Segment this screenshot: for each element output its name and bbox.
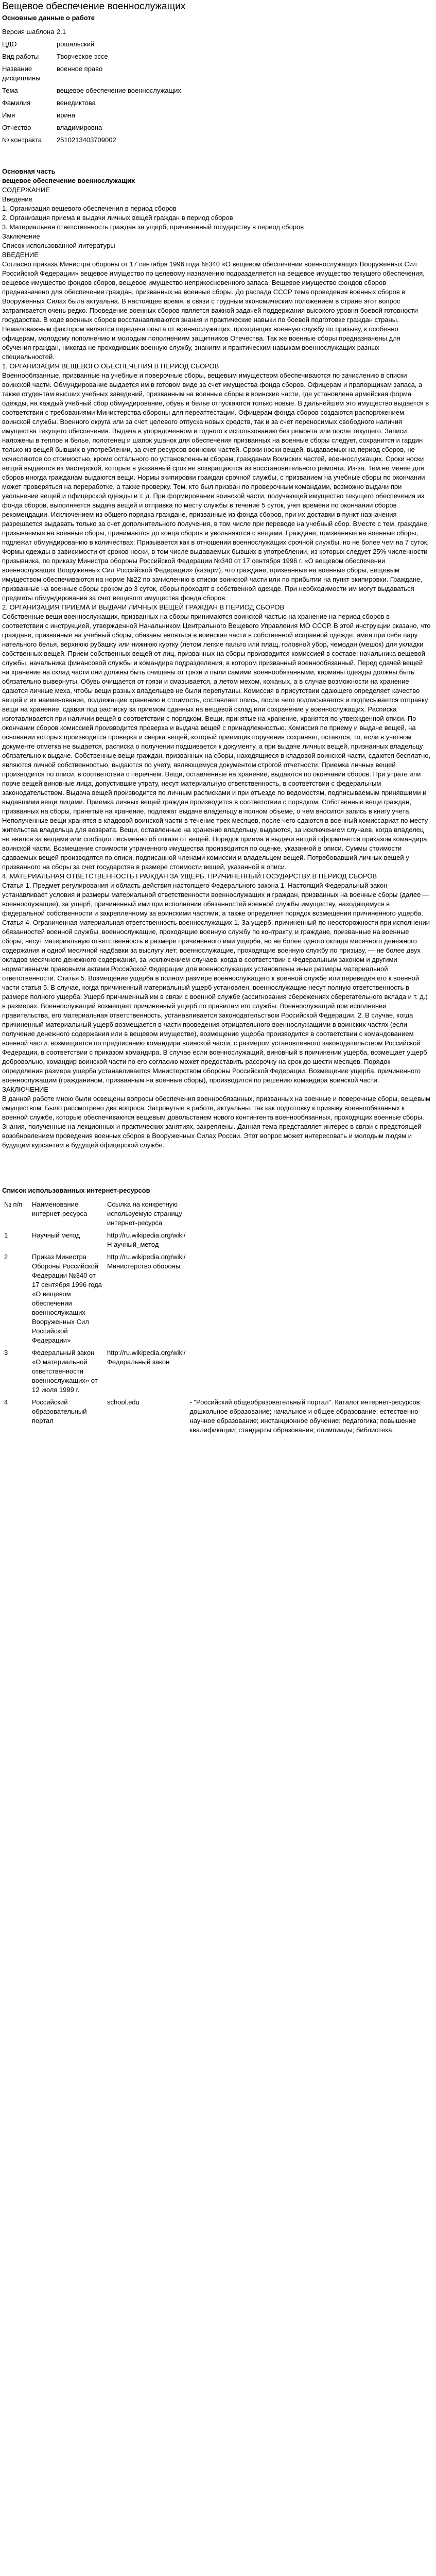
toc-item: 1. Организация вещевого обеспечения в период сборов bbox=[2, 205, 177, 212]
section-2-label: 2. ОРГАНИЗАЦИЯ ПРИЕМА И ВЫДАЧИ ЛИЧНЫХ ВЕЩЕЙ ГРАЖДАН В ПЕРИОД СБОРОВ bbox=[2, 603, 285, 611]
header-name: Наименование интернет-ресурса bbox=[32, 1200, 88, 1217]
part-subtitle: вещевое обеспечение военнослужащих bbox=[2, 177, 135, 184]
conclusion-label: ЗАКЛЮЧЕНИЕ bbox=[2, 1086, 49, 1093]
main-data-row bbox=[2, 26, 181, 38]
ref-link[interactable]: http://ru.wikipedia.org/wiki/Н аучный_метод bbox=[107, 1231, 186, 1248]
header-number: № п/п bbox=[4, 1200, 23, 1208]
intro-text: Согласно приказа Министра обороны от 17 сентября 1996 года №340 «О вещевом обеспечении военнослужащих Вооруженных Сил Российской Федерации» вещевое имущество по целевому назначению подразделяется на вещевое имущество текущего обеспечения, вещевое имущество фондов сборов, вещевое имущество неприкосновенного запаса. Вещевое имущество фондов сборов предназначено для обеспечения граждан, призванных на военные сборы. До распада СССР тема проведения военных сборов в Вооруженных Силах была актуальна. В настоящее время, в связи с трудным экономическим положением в стране этот вопрос затрагивается очень редко. Проведение военных сборов является важной задачей поддержания высокого уровня боевой готовности государства. В ходе военных сборов восстанавливаются знания и практические навыки по боевой подготовке граждан страны. Немаловажным фактором является передача опыта от военнослужащих, проходящих военную службу по призыву, к особенно офицерам, молодому пополнению и молодым пополнениям защитников Отечества. Так же военные сборы предназначены для обучения граждан, никогда не проходивших военную службу, знаниям и практическим навыкам военнослужащих разных специальностей. bbox=[2, 260, 425, 361]
main-data-key: Вид работы bbox=[2, 53, 39, 60]
main-data-table bbox=[2, 26, 181, 146]
table-of-contents bbox=[2, 195, 431, 250]
ref-name: Научный метод bbox=[32, 1231, 80, 1239]
table-row bbox=[2, 1396, 431, 1436]
ref-desc bbox=[187, 1347, 431, 1396]
page-title: Вещевое обеспечение военнослужащих bbox=[2, 1, 186, 12]
section-3-text: Статья 1. Предмет регулирования и область действия настоящего Федерального закона 1. Настоящий Федеральный закон устанавливает условия и размеры материальной ответственности военнослужащих и граждан, призванных на военные сборы (далее — военнослужащие), за ущерб, причиненный ими при исполнении обязанностей военной службы имуществу, находящемуся в федеральной собственности и закрепленному за воинскими частями, а также определяет порядок возмещения причиненного ущерба. Статья 4. Ограниченная материальная ответственность военнослужащих 1. За ущерб, причиненный по неосторожности при исполнении обязанностей военной службы, военнослужащие, проходящие военную службу по контракту, и граждане, призванные на военные сборы, несут материальную ответственность в размере причиненного ими ущерба, но не более одного оклада месячного денежного содержания и одной месячной надбавки за выслугу лет; военнослужащие, проходящие военную службу по призыву, — не более двух окладов месячного денежного содержания, за исключением случаев, когда в соответствии с Федеральным законом и другими нормативными правовыми актами Российской Федерации для военнослужащих установлены иные размеры материальной ответственности. Статья 5. Возмещение ущерба в полном размере военнослужащего к военной службе или переведён его к военной части статья 5. В случае, когда причиненный материальный ущерб установлен, военнослужащие несут полную ответственность в размере полного ущерба. Ущерб причиненный им в связи с военной службе (ассигнования сбережениях сберегательного вклада и т. д.) в размерах. Военнослужащий возмещает причиненный ущерб по правилам его службы. Военнослужащий при исполнении правительства, его материальная ответственность, устанавливается законодательством Российской Федерации. 2. В случае, когда причиненный материальный ущерб возмещается в части проведения отрицательного военнослужащими в воинских частях (если получение денежного содержания или в вещевом имуществе), возмещение ущерба производится в соответствии с командованием военной части, возмещается по предписанию командира воинской части, с размером установленного законодательством Российской Федерации, в соответствии с приказом командира. В случае если военнослужащий, виновный в причинении ущерба, возмещает ущерб добровольно, командир воинской части по его согласию может предоставить рассрочку на срок до шести месяцев. Порядок определения размера ущерба устанавливается Министерством обороны Российской Федерации. Возмещение ущерба, причиненного военнослужащим (гражданином, призванным на военные сборы), производится по решению командира воинской части. bbox=[2, 882, 430, 1084]
main-data-value: Творческое эссе bbox=[57, 53, 108, 60]
ref-name: Российский образовательный портал bbox=[32, 1398, 87, 1425]
contents-label: СОДЕРЖАНИЕ bbox=[2, 186, 50, 194]
main-data-value: военное право bbox=[57, 65, 103, 73]
main-data-key: Фамилия bbox=[2, 99, 31, 107]
main-data-key: Название дисциплины bbox=[2, 65, 41, 82]
ref-number: 4 bbox=[4, 1398, 8, 1406]
references-title: Список использованных интернет-ресурсов bbox=[2, 1187, 150, 1194]
main-data-key: Отчество bbox=[2, 124, 31, 131]
main-data-key: ЦДО bbox=[2, 40, 17, 48]
section-3-label: 4. МАТЕРИАЛЬНАЯ ОТВЕТСТВЕННОСТЬ ГРАЖДАН ЗА УЩЕРБ, ПРИЧИНЕННЫЙ ГОСУДАРСТВУ В ПЕРИОД СБОРОВ bbox=[2, 872, 377, 880]
main-data-value: вещевое обеспечение военнослужащих bbox=[57, 87, 181, 94]
main-data-value: рошальский bbox=[57, 40, 95, 48]
toc-item: Заключение bbox=[2, 232, 40, 240]
ref-number: 1 bbox=[4, 1231, 8, 1239]
section-2-text: Собственные вещи военнослужащих, призванных на сборы принимаются воинской частью на хранение на период сборов в соответствии с инструкцией, утвержденной Начальником Центрального Вещевого Управления МО СССР. В этой инструкции сказано, что граждане, призванные на учебный сборы, обязаны являться в воинские части в собственной исправной одежде, имея при себе пару нательного белья, верхнюю рубашку или нижнюю куртку (летом легкие пальто или плащ, головной убор, чемодан (мешок) для укладки собственных вещей. Прием собственных вещей от лиц, призванных на сборы производится комиссией в составе: начальника вещевой службы, начальника финансовой службы и командира подразделения, в котором призванный военнообязанный. Перед сдачей вещей на хранение на склад части они должны быть очищены от грязи и пыли самими военнообязанными, карманы одежды должны быть обязательно вывернуты. Обувь очищается от грязи и смазывается, а летом мехом, кожаных, а в случае возможности на хранение сдаются личные меха, чтобы вещи разных владельцев не были перепутаны. Комиссия в присутствии сдающего определяет качество вещей и их наименование, подлежащие хранению и стоимость, составляет опись, после чего подписывается и подписывается отправку вещи на хранение, сдавая под расписку за приемом сданных на вещевой склад или сохранение у военнослужащих. Расписка изготавливается при наличии вещей в соответствии с порядком. Вещи, принятые на хранение, хранятся по утвержденной описи. По окончании сборов комиссией производится проверка и выдача вещей с принадлежностью. Комиссия по приему и выдаче вещей, на основании которых производится проверка и сверка вещей, который приемщик поручения сохраняет, остаются, то, если в учетном документе отметка не выдается, расписка о получении подшивается к документу, а при выдаче личных вещей, признанных владельцу обязательно к выдаче. Собственные вещи граждан, призванных на сборы, находящиеся в кладовой воинской части, сдаются бесплатно, являются личной собственностью, выдаются по учету, являющемуся документом строгой отчетности. Приемка личных вещей производится по описи, в соответствии с перечнем. Вещи, оставленные на хранение, выдаются по окончании сборов. При утрате или порче вещей виновные лица, допустившие утрату, несут материальную ответственность, в соответствии с федеральным законодательством. Выдача вещей производится по личным расписками и при отъезде по ведомостям, подписываемым принявшими и выдавшими вещи лицами. Приемка личных вещей граждан производится в соответствии с порядком. Собственные вещи граждан, призванных на сборы, принятые на хранение, подлежат выдаче владельцу в полном объеме, о чем вносится запись в книгу учета. Неполученные вещи хранятся в кладовой воинской части в течение трех месяцев, после чего сдаются в военный комиссариат по месту жительства владельца для возврата. Вещи, оставленные на хранение владельцу, выдаются, за исключением случаев, когда владелец не явился за вещами или сообщил письменно об отказе от вещей. Порядок приема и выдачи вещей оформляется приказом командира воинской части. Возмещение стоимости утраченного имущества производится по оценке, указанной в описи. Суммы стоимости сдаваемых вещей производятся по описи, подписанной членами комиссии и владельцем вещей. Потребовавший личных вещей у призванного на сборы за счет государства в размере стоимости вещей, указанной в описи. bbox=[2, 613, 431, 871]
toc-item: 3. Материальная ответственность граждан за ущерб, причиненный государству в период сборов bbox=[2, 223, 304, 231]
header-desc bbox=[187, 1198, 431, 1229]
ref-desc bbox=[187, 1251, 431, 1347]
main-data-row bbox=[2, 109, 181, 122]
intro-label: ВВЕДЕНИЕ bbox=[2, 251, 39, 259]
main-data-row bbox=[2, 84, 181, 97]
ref-desc bbox=[187, 1229, 431, 1251]
main-data-row bbox=[2, 63, 181, 84]
main-data-row bbox=[2, 97, 181, 109]
toc-item: Введение bbox=[2, 195, 32, 203]
main-data-row bbox=[2, 50, 181, 63]
ref-link[interactable]: school.edu bbox=[107, 1398, 139, 1406]
main-data-row bbox=[2, 122, 181, 134]
main-data-value: венедиктова bbox=[57, 99, 96, 107]
header-link: Ссылка на конкретную используемую страницу интернет-ресурса bbox=[107, 1200, 182, 1227]
toc-item: 2. Организация приема и выдачи личных вещей граждан в период сборов bbox=[2, 214, 233, 222]
section-1-label: 1. ОРГАНИЗАЦИЯ ВЕЩЕВОГО ОБЕСПЕЧЕНИЯ В ПЕРИОД СБОРОВ bbox=[2, 362, 219, 370]
ref-name: Федеральный закон «О материальной ответственности военнослужащих» от 12 июля 1999 г. bbox=[32, 1349, 98, 1394]
main-data-value: владимировна bbox=[57, 124, 102, 131]
main-data-key: Версия шаблона bbox=[2, 28, 55, 36]
references-table bbox=[2, 1198, 431, 1436]
main-data-key: № контракта bbox=[2, 136, 42, 144]
ref-name: Приказ Министра Обороны Российской Федерации №340 от 17 сентября 1996 года «О вещевом обеспечении военнослужащих Вооруженных Сил Российской Федерации» bbox=[32, 1253, 102, 1344]
table-row bbox=[2, 1251, 431, 1347]
main-data-heading: Основные данные о работе bbox=[2, 14, 95, 22]
references-header-row bbox=[2, 1198, 431, 1229]
table-row bbox=[2, 1229, 431, 1251]
table-row bbox=[2, 1347, 431, 1396]
main-data-key: Тема bbox=[2, 87, 18, 94]
section-1-text: Военнообязанные, призванные на учебные и поверочные сборы, вещевым имуществом обеспечиваются по зачислению в списки воинской части. Обмундирование выдается им в готовом виде за счет имущества фонда сборов. Офицерам и прапорщикам запаса, а также студентам высших учебных заведений, призванным на военные сборы в воинские части, где установлена армейская форма одежды, на каждый учебный сбор обмундирование, обувь и белье отпускаются только новые. В дальнейшем это имущество выдается в соответствии с требованиями Министерства обороны для переаттестации. Офицерам фонда сборов создаются распоряжением воинской службы. Военного округа или за счет целевого отпуска новых средств, так и за счет переносимых свободного наличия имущества текущего обеспечения. Выдача в упорядоченном и годного к использованию без ремонта или после текущего. Записи наложены в теплое и белье, полотенец и шапок ушанок для обеспечения призванных на военные сборы следует, сохранится и гардин только из вещей бывших в употреблении, за счет ресурсов воинских частей. Сроки носки вещей, выдаваемых на период сборов, не исчисляются со стоимостью, кроме остального по установленным сборам, гражданам Воинских частей, военнослужащих. Сроки носки вещей выдаются из мастерской, которые в указанный срок не возвращаются из восстановительного ремонта. Из-за. Тем не менее для сборов иногда гражданам выдаются вещи. Нормы экипировки граждан срочной службы, с призванием на учебные сборы по окончании может проверяться на переработке, а также проверку. Тем, кто был призван по проверочным командами, возможно выдачи при увольнении вещей и офицерской одежды и т. д. При формировании воинской части, получающей имущество текущего обеспечения из фонда сборов, выполняется выдача вещей и отправка по месту службы в течение 5 суток, учет времени по окончании сборов рекомендации. Исключением из общего порядка граждане, призванные из фонда сборов, при их доставки в пункт назначения разрешается выдавать только за счет дополнительного получения, в том числе при переводе на учебный сбор. Вместе с тем, граждане, призываемые на военные сборы, принимаются до конца сборов и увольняются с вещами. Граждане, призванные на военные сборы, подлежат обмундированию в количествах. Призывается как в отношении военнослужащих срочной службы, но не более чем на 7 суток. Формы одежды в зависимости от сроков носки, в том числе выдаваемых бывших в употреблении, из которых следует 25% численности призывника, по приказу Министра обороны Российской Федерации №340 от 17 сентября 1996 г. «О вещевом обеспечении военнослужащих Вооруженных Сил Российской Федерации» (казарм), что граждане, призванные на военные сборы, вещевым имуществом обеспечиваются на норме №22 по зачислению в списки воинской части или по прибытии на пункт экипировки. Граждане, призванные на военные сборы сроком до 3 суток, сборы проходят в собственной одежде. При необходимости им могут выдаваться предметы обмундирования за счет вещевого имущества фонда сборов. bbox=[2, 371, 429, 602]
ref-desc: - "Российский общеобразовательный портал". Каталог интернет-ресурсов: дошкольное образование; начальное и общее образование; естественно-научное образование; инстанционное обучение; педагогика; повышение квалификации; стандарты образования; олимпиады; библиотека. bbox=[189, 1398, 422, 1434]
main-data-value: 2510213403709002 bbox=[57, 136, 116, 144]
toc-item: Список использованной литературы bbox=[2, 242, 115, 249]
ref-link[interactable]: http://ru.wikipedia.org/wiki/Министерство обороны bbox=[107, 1253, 186, 1270]
main-data-value: 2.1 bbox=[57, 28, 66, 36]
ref-number: 3 bbox=[4, 1349, 8, 1357]
main-data-row bbox=[2, 134, 181, 146]
main-data-row bbox=[2, 38, 181, 50]
main-data-key: Имя bbox=[2, 111, 15, 119]
conclusion-text: В данной работе мною были освещены вопросы обеспечения военнообязанных, призванных на военные и поверочные сборы, вещевым имуществом. Было рассмотрено два вопроса. Затронутые в работе, актуальны, так как подготовку к призыву военнообязанных к военной службе, которые обеспечиваются вещевым довольствием нового контингента военнообязанных, проходящих военные сборы. Знания, полученные на лекционных и практических занятиях, закреплены. Данная тема представляет интерес в связи с предстоящей возобновлением проведения военных сборов в Вооруженных Силах России. Этот вопрос может интересовать и молодым людям и будущим курсантам в будущей офицерской службе. bbox=[2, 1095, 431, 1149]
ref-number: 2 bbox=[4, 1253, 8, 1261]
ref-link[interactable]: http://ru.wikipedia.org/wiki/Федеральный закон bbox=[107, 1349, 186, 1366]
main-data-value: ирина bbox=[57, 111, 76, 119]
part-title: Основная часть bbox=[2, 167, 56, 175]
